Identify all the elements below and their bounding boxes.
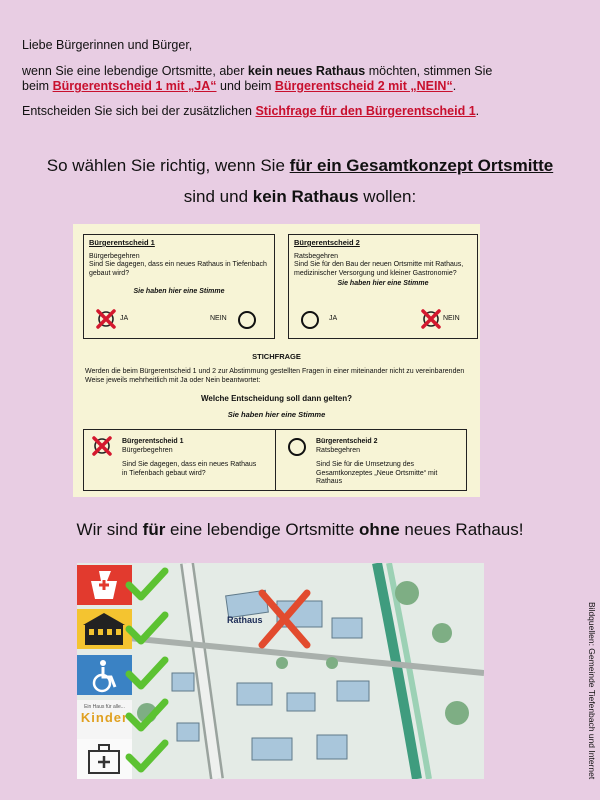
town-hall-icon	[77, 609, 132, 649]
cross-mark-icon	[421, 309, 441, 329]
check-icon	[125, 611, 169, 647]
rathaus-label: Rathaus	[227, 615, 263, 625]
greeting: Liebe Bürgerinnen und Bürger,	[22, 38, 193, 52]
wheelchair-icon	[77, 655, 132, 695]
stichfrage-box: Bürgerentscheid 1 Bürgerbegehren Sind Sie dagegen, dass ein neues Rathaus in Tiefenbach gebaut wird? Bürgerentscheid 2 Ratsbegehren Sind Sie für die Umsetzung des Gesamtkonzeptes „Neue Ortsmitte“ mit Rathaus	[83, 429, 467, 491]
intro-paragraph-2: Entscheiden Sie sich bei der zusätzlichen Stichfrage für den Bürgerentscheid 1.	[22, 104, 480, 118]
empty-circle-icon	[301, 311, 319, 329]
check-icon	[125, 656, 169, 692]
heading-line-2: sind und kein Rathaus wollen:	[183, 187, 417, 206]
town-center-map	[77, 563, 484, 779]
be1-box: Bürgerentscheid 1 Bürgerbegehren Sind Sie dagegen, dass ein neues Rathaus in Tiefenbach gebaut wird? Sie haben hier eine Stimme JA NEIN	[83, 234, 275, 339]
check-icon	[125, 698, 169, 734]
stichfrage-title: STICHFRAGE	[252, 352, 301, 361]
cross-mark-icon	[96, 309, 116, 329]
be2-no-instruction: Bürgerentscheid 2 mit „NEIN“	[274, 79, 453, 93]
heading-line-1: So wählen Sie richtig, wenn Sie für ein Gesamtkonzept Ortsmitte	[46, 156, 554, 175]
be1-yes-instruction: Bürgerentscheid 1 mit „JA“	[52, 79, 217, 93]
empty-circle-icon	[288, 438, 306, 456]
cross-mark-icon	[92, 436, 112, 456]
check-icon	[125, 567, 169, 603]
empty-circle-icon	[238, 311, 256, 329]
first-aid-icon	[77, 739, 132, 779]
stichfrage-question: Welche Entscheidung soll dann gelten?	[201, 394, 352, 403]
stichfrage-text: Werden die beim Bürgerentscheid 1 und 2 zur Abstimmung gestellten Fragen in einer miteinander nicht zu vereinbarenden Weise jeweils mehrheitlich mit Ja oder Nein beantwortet:	[85, 368, 465, 384]
kindergarten-logo: Ein Haus für alle... Kinder	[77, 700, 132, 740]
intro-paragraph-1: wenn Sie eine lebendige Ortsmitte, aber kein neues Rathaus möchten, stimmen Sie beim Bürgerentscheid 1 mit „JA“ und beim Bürgerentscheid 2 mit „NEIN“.	[22, 64, 493, 93]
slogan: Wir sind für eine lebendige Ortsmitte ohne neues Rathaus!	[76, 520, 524, 539]
stichfrage-instruction: Stichfrage für den Bürgerentscheid 1	[255, 104, 476, 118]
ballot-sample: Bürgerentscheid 1 Bürgerbegehren Sind Sie dagegen, dass ein neues Rathaus in Tiefenbach gebaut wird? Sie haben hier eine Stimme JA NEIN Bürgerentscheid 2 Ratsbegehren Sind Sie für den Bau der neuen Ortsmitte mit Rathaus, medizinischer Versorgung und kleiner Gastronomie? Sie haben hier eine Stimme JA NEIN STICHFRAGE Werden die beim Bürgerentscheid 1 und 2 zur Abstimmung gestellten Fragen in einer miteinander nicht zu vereinbarenden Weise jeweils mehrheitlich mit Ja oder Nein beantwortet: Welche Entscheidung soll dann gelten? Sie haben hier eine Stimme Bürgerentscheid 1 Bürgerbegehren Sind Sie dagegen, dass ein neues Rathaus in Tiefenbach gebaut wird? Bürgerentscheid 2 Ratsbegehren Sind Sie für die Umsetzung des Gesamtkonzeptes „Neue Ortsmitte“ mit Rathaus	[73, 224, 480, 497]
be2-box: Bürgerentscheid 2 Ratsbegehren Sind Sie für den Bau der neuen Ortsmitte mit Rathaus, medizinischer Versorgung und kleiner Gastronomie? Sie haben hier eine Stimme JA NEIN	[288, 234, 478, 339]
pharmacy-icon	[77, 565, 132, 605]
image-credits: Bildquellen: Gemeinde Tiefenbach und Internet	[587, 602, 597, 780]
check-icon	[125, 739, 169, 775]
